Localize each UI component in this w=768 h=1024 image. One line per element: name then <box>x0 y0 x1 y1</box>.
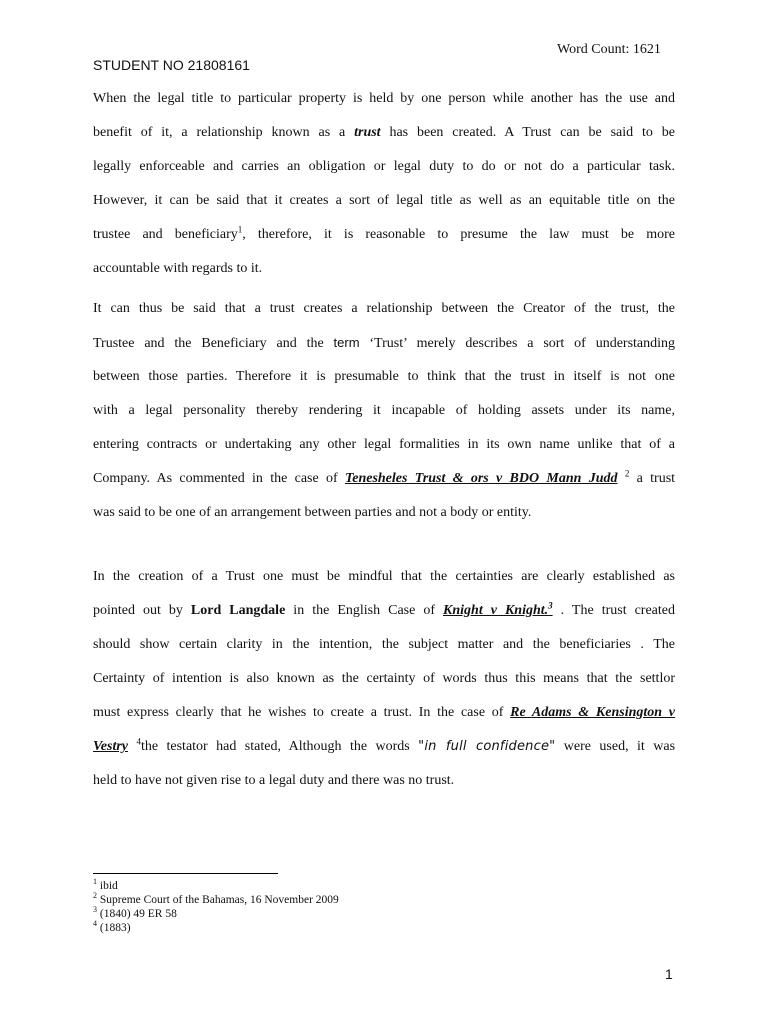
footnote: $^1$ ibid <box>93 877 118 892</box>
paragraph-1 <box>93 82 675 286</box>
footnote-divider <box>93 873 278 874</box>
p2-line: with a legal personality thereby rendering it incapable of holding assets under its name, <box>93 403 675 418</box>
p3-line: held to have not given rise to a legal duty and there was no trust. <box>93 773 455 788</box>
term-word: term <box>333 335 360 350</box>
footnote: $^3$ (1840) 49 ER 58 <box>93 905 177 920</box>
footnote-ref: 1 <box>237 224 243 235</box>
trust-term: trust <box>354 125 381 140</box>
case-citation: Knight v Knight.$^3$ <box>443 600 553 618</box>
p3-line: should show certain clarity in the intention, the subject matter and the beneficiaries . The <box>93 637 675 652</box>
paragraph-2 <box>93 292 675 530</box>
p2-line: Trustee and the Beneficiary and the term ‘Trust’ merely describes a sort of understanding <box>93 335 676 351</box>
judge-name: Lord Langdale <box>190 603 286 618</box>
case-citation: Vestry <box>93 739 128 754</box>
footnote-ref: 3 <box>548 600 553 611</box>
p1-line: accountable with regards to it. <box>93 261 263 276</box>
case-citation: Tenesheles Trust & ors v BDO Mann Judd <box>344 471 618 486</box>
footnote: $^2$ Supreme Court of the Bahamas, 16 November 2009 <box>93 891 339 906</box>
student-number: STUDENT NO 21808161 <box>93 57 250 73</box>
page-number: 1 <box>665 966 673 982</box>
footnote-ref: 4 <box>136 736 141 747</box>
p3-line: pointed out by Lord Langdale in the English Case of Knight v Knight.$^3$ . The trust created <box>93 600 675 618</box>
p1-line: However, it can be said that it creates a sort of legal title as well as an equitable title on the <box>93 193 675 208</box>
p2-line: entering contracts or undertaking any other legal formalities in its own name unlike that of a <box>93 437 675 452</box>
case-citation: Re Adams & Kensington v <box>510 705 675 720</box>
p3-line: Certainty of intention is also known as the certainty of words thus this means that the settlor <box>93 671 675 686</box>
footnote-ref: 2 <box>624 468 630 479</box>
p3-line: must express clearly that he wishes to create a trust. In the case of Re Adams & Kensington v <box>93 705 675 720</box>
p1-line: trustee and beneficiary$^1$, therefore, it is reasonable to presume the law must be more <box>93 224 675 242</box>
p2-line: was said to be one of an arrangement between parties and not a body or entity. <box>93 505 532 520</box>
p1-line: benefit of it, a relationship known as a trust has been created. A Trust can be said to be <box>93 125 675 140</box>
p2-line: It can thus be said that a trust creates a relationship between the Creator of the trust, the <box>93 301 675 316</box>
paragraph-3 <box>93 560 675 798</box>
p1-line: legally enforceable and carries an obligation or legal duty to do or not do a particular task. <box>93 159 675 174</box>
p3-line: In the creation of a Trust one must be mindful that the certainties are clearly established as <box>93 569 675 584</box>
p1-line: When the legal title to particular property is held by one person while another has the use and <box>93 91 675 106</box>
p3-line: Vestry $^4$the testator had stated, Although the words "in full confidence" were used, it was <box>93 736 676 754</box>
footnote: $^4$ (1883) <box>93 919 131 934</box>
quoted-phrase: "in full confidence" <box>418 739 556 754</box>
p2-line: Company. As commented in the case of Tenesheles Trust & ors v BDO Mann Judd $^2$ a trust <box>93 468 676 486</box>
word-count: Word Count: 1621 <box>557 42 661 57</box>
p2-line: between those parties. Therefore it is presumable to think that the trust in itself is not one <box>93 369 675 384</box>
